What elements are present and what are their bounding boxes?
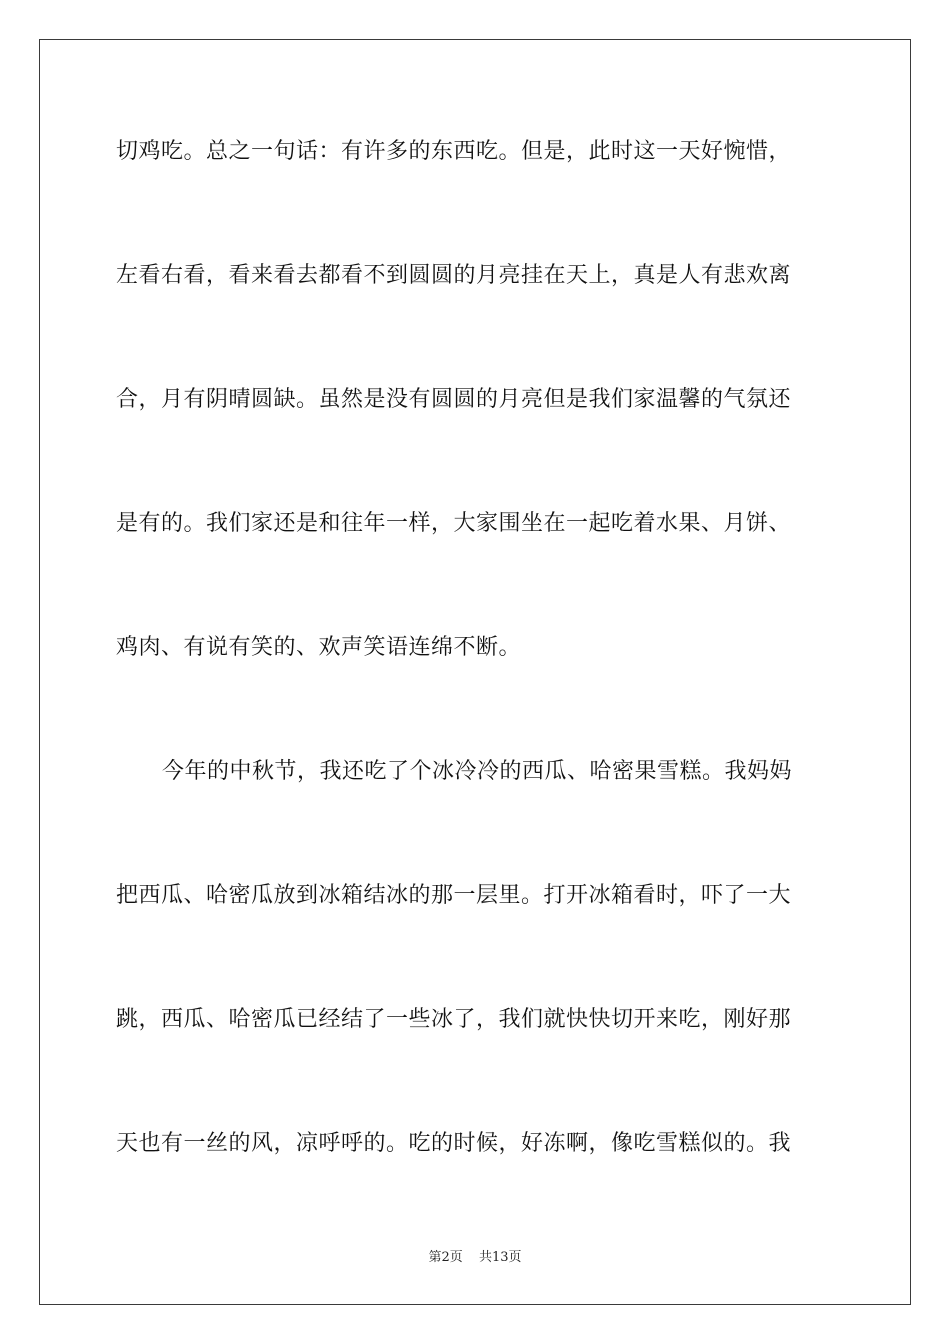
text-line-4: 是有的。我们家还是和往年一样，大家围坐在一起吃着水果、月饼、 <box>116 511 792 536</box>
text-line-1: 切鸡吃。总之一句话：有许多的东西吃。但是，此时这一天好惋惜， <box>116 139 792 164</box>
text-line-7: 把西瓜、哈密瓜放到冰箱结冰的那一层里。打开冰箱看时，吓了一大 <box>116 883 792 908</box>
text-line-9: 天也有一丝的风，凉呼呼的。吃的时候，好冻啊，像吃雪糕似的。我 <box>116 1131 792 1156</box>
page-total: 共13页 <box>478 1250 522 1265</box>
page-footer <box>0 1246 950 1265</box>
text-line-3: 合，月有阴晴圆缺。虽然是没有圆圆的月亮但是我们家温馨的气氛还 <box>116 387 792 412</box>
text-line-6: 今年的中秋节，我还吃了个冰冷冷的西瓜、哈密果雪糕。我妈妈 <box>162 759 793 784</box>
page-border <box>39 39 911 1305</box>
page-number: 第2页 <box>428 1250 463 1265</box>
text-line-8: 跳，西瓜、哈密瓜已经结了一些冰了，我们就快快切开来吃，刚好那 <box>116 1007 792 1032</box>
text-line-2: 左看右看，看来看去都看不到圆圆的月亮挂在天上，真是人有悲欢离 <box>116 263 792 288</box>
text-line-5: 鸡肉、有说有笑的、欢声笑语连绵不断。 <box>116 635 522 660</box>
